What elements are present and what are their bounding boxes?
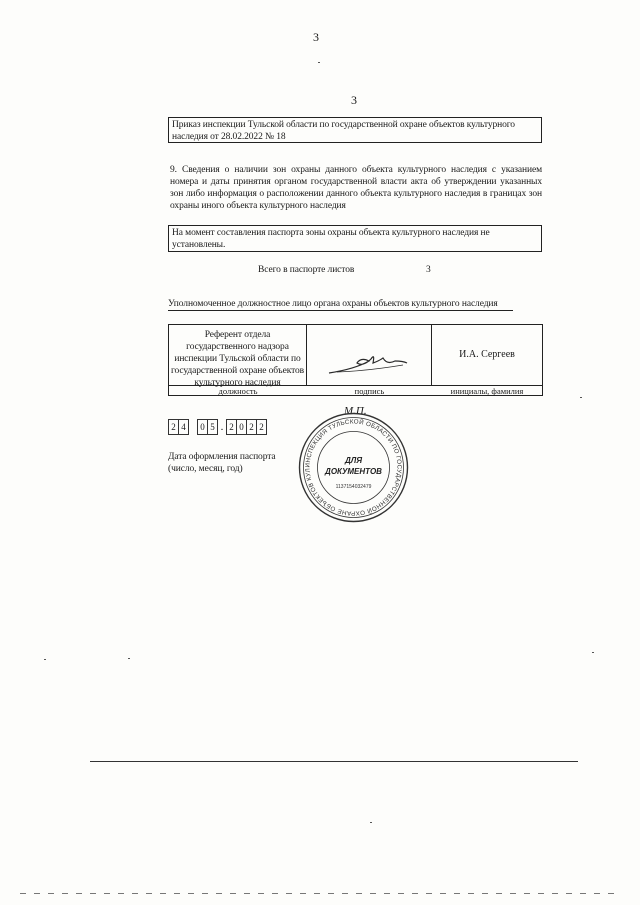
seal-place-label: М.П.: [344, 405, 367, 417]
authorized-official-label: Уполномоченное должностное лицо органа охраны объектов культурного наследия: [168, 298, 513, 311]
svg-text:ИНСПЕКЦИЯ ТУЛЬСКОЙ ОБЛАСТИ ПО: ИНСПЕКЦИЯ ТУЛЬСКОЙ ОБЛАСТИ ПО ГОСУДАРСТВЕННОЙ ОХРАНЕ ОБЪЕКТОВ КУЛ: [304, 418, 403, 517]
issue-date-caption: Дата оформления паспорта (число, месяц, год): [168, 452, 276, 474]
bottom-rule: [90, 761, 578, 762]
total-sheets-label: Всего в паспорте листов: [258, 265, 355, 275]
signature-table-labels: [169, 385, 542, 397]
date-digit: 5: [207, 419, 218, 435]
scan-speck: [592, 652, 594, 653]
scan-speck: [580, 397, 582, 398]
date-digit: 2: [246, 419, 256, 435]
date-digit: 2: [256, 419, 267, 435]
svg-text:ДОКУМЕНТОВ: ДОКУМЕНТОВ: [325, 467, 382, 476]
zones-note-text: На момент составления паспорта зоны охраны объекта культурного наследия не установлены.: [172, 228, 490, 250]
label-position: должность: [218, 386, 258, 396]
scan-speck: [370, 822, 372, 823]
label-name: инициалы, фамилия: [450, 386, 524, 396]
order-reference-text: Приказ инспекции Тульской области по государственной охране объектов культурного наследия от 28.02.2022 № 18: [172, 120, 515, 142]
official-stamp: [296, 410, 411, 525]
date-digit: 4: [178, 419, 189, 435]
date-year: [226, 419, 267, 435]
signature-cell: [307, 325, 432, 385]
date-separator: .: [220, 421, 224, 433]
zones-note-box: [168, 225, 542, 252]
signature-image: [307, 325, 432, 385]
total-sheets-value: 3: [426, 265, 431, 275]
order-reference-box: [168, 117, 542, 143]
position-cell: Референт отдела государственного надзора инспекции Тульской области по государственной охране объектов культурного наследия: [169, 325, 307, 385]
stamp-seal-icon: [296, 410, 411, 525]
scan-speck: [128, 658, 130, 659]
scan-edge-noise: [20, 893, 620, 894]
issue-date-boxes: [168, 419, 267, 435]
date-digit: 0: [236, 419, 246, 435]
page-number-inner: 3: [351, 93, 357, 107]
full-name-cell: И.А. Сергеев: [459, 349, 515, 360]
scan-speck: [44, 659, 46, 660]
label-signature: подпись: [354, 386, 385, 396]
signature-table: [168, 324, 543, 396]
page-number-top: 3: [313, 30, 319, 44]
date-day: [168, 419, 189, 435]
date-digit: 2: [226, 419, 236, 435]
scan-speck: [318, 62, 320, 63]
date-month: [197, 419, 218, 435]
date-digit: 2: [168, 419, 178, 435]
svg-text:1137154032479: 1137154032479: [335, 484, 372, 490]
section-9-heading: 9. Сведения о наличии зон охраны данного объекта культурного наследия с указанием номера и даты принятия органом государственной власти акта об утверждении указанных зон либо информация о расположении данного объекта культурного наследия в границах зон охраны иного объекта культурного наследия: [170, 165, 542, 211]
svg-text:ДЛЯ: ДЛЯ: [344, 456, 363, 465]
date-digit: 0: [197, 419, 207, 435]
